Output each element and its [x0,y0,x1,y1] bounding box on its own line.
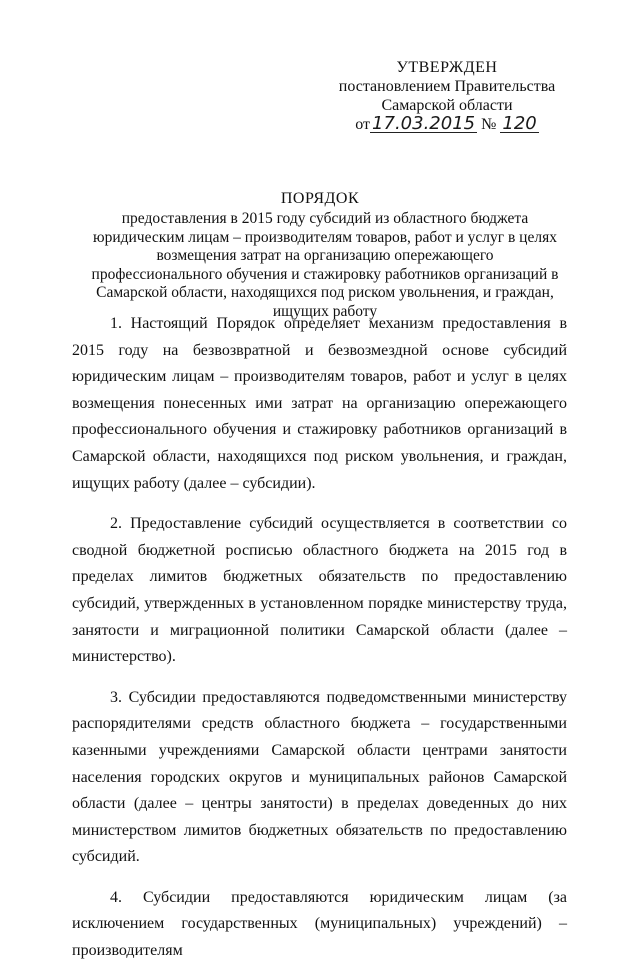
document-subtitle: предоставления в 2015 году субсидий из областного бюджета юридическим лицам – производителям товаров, работ и услуг в целях возмещения затрат на организацию опережающего профессионального обучения и стажировку работников организаций в Самарской области, находящихся под риском увольнения, и граждан, ищущих работу [91,210,559,320]
approval-title: УТВЕРЖДЕН [396,59,498,76]
document-title: ПОРЯДОК [280,190,360,207]
paragraph-1: 1. Настоящий Порядок определяет механизм предоставления в 2015 году на безвозвратной и безвозмездной основе субсидий юридическим лицам – производителям товаров, работ и услуг в целях возмещения понесенных ими затрат на организацию опережающего профессионального обучения и стажировку работников организаций в Самарской области, находящихся под риском увольнения, и граждан, ищущих работу (далее – субсидии). [72,315,567,492]
number-prefix: № [481,116,497,133]
paragraph-4: 4. Субсидии предоставляются юридическим лицам (за исключением государственных (муниципальных) учреждений) – производителям [72,888,567,960]
handwritten-number: 120 [502,113,537,134]
handwritten-date: 17.03.2015 [372,113,476,134]
paragraph-2: 2. Предоставление субсидий осуществляется в соответствии со сводной бюджетной росписью областного бюджета на 2015 год в пределах лимитов бюджетных обязательств по предоставлению субсидий, утвержденных в установленном порядке министерству труда, занятости и миграционной политики Самарской области (далее – министерство). [72,515,567,666]
document-body [72,311,567,979]
approval-line-1: постановлением Правительства [338,78,556,95]
approval-stamp [332,58,562,134]
approval-date-line [332,115,562,134]
date-prefix: от [355,116,371,133]
paragraph-3: 3. Субсидии предоставляются подведомственными министерству распорядителями средств областного бюджета – государственными казенными учреждениями Самарской области центрами занятости населения городских округов и муниципальных районов Самарской области (далее – центры занятости) в пределах доведенных до них министерством лимитов бюджетных обязательств по предоставлению субсидий. [72,688,567,866]
approval-line-2: Самарской области [381,97,513,114]
